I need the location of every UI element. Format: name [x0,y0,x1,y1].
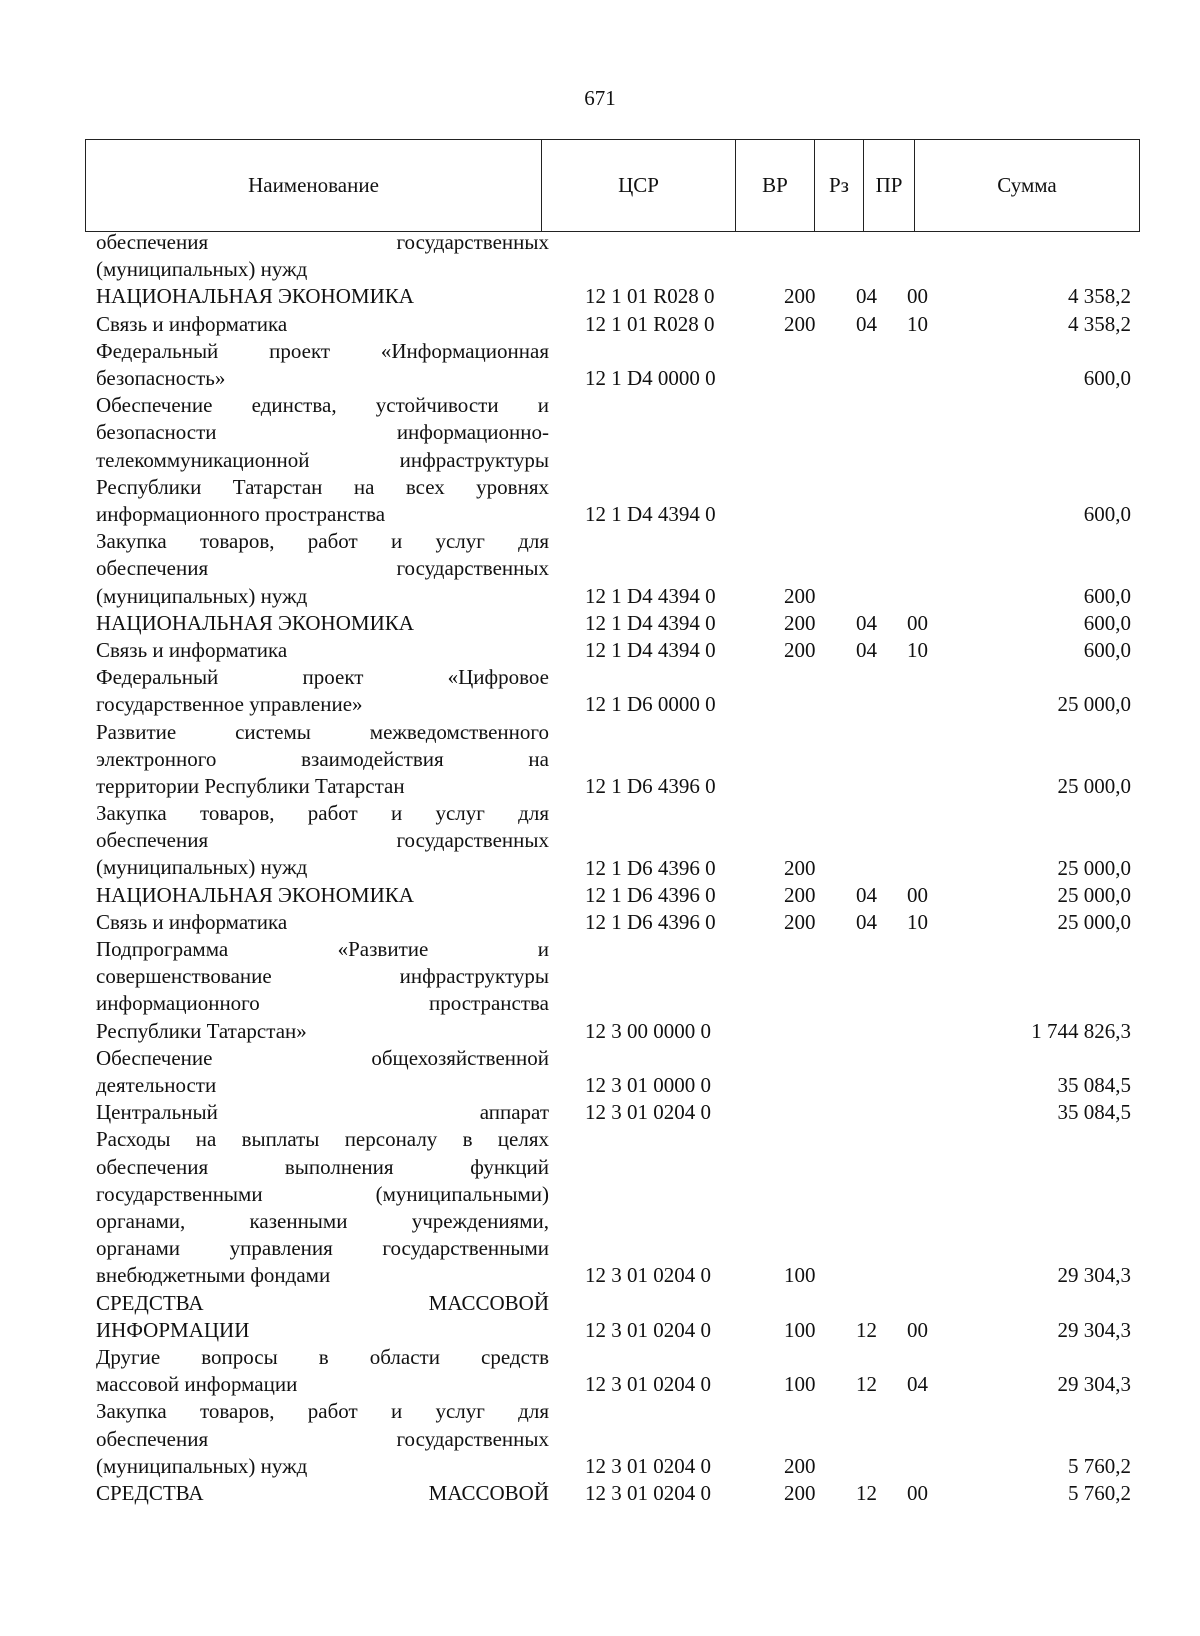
row-rz: 12 [856,1317,877,1342]
row-sum: 1 744 826,3 [1031,1018,1131,1043]
row-name [96,528,549,610]
row-name-line: деятельности [96,1073,217,1098]
row-name-line: Другие вопросы в области средств [96,1345,549,1370]
row-name-line: органами управления государственными [96,1236,549,1261]
table-header [85,139,1140,232]
row-csr: 12 1 01 R028 0 [585,284,715,309]
row-name-line: Связь и информатика [96,909,288,934]
row-name-line: массовой информации [96,1372,298,1397]
row-name [96,1099,549,1126]
row-name-line: Закупка товаров, работ и услуг для [96,801,549,826]
row-pr: 10 [907,311,928,336]
table-row [0,800,1200,882]
row-name [96,283,549,310]
row-rz: 04 [856,882,877,907]
row-sum: 600,0 [1083,610,1131,635]
row-csr: 12 1 D6 0000 0 [585,692,716,717]
row-sum: 4 358,2 [1068,311,1131,336]
row-name [96,882,549,909]
row-name-line: Обеспечение общехозяйственной [96,1045,549,1070]
table-row [0,1290,1200,1344]
row-sum: 600,0 [1083,637,1131,662]
header-pr: ПР [863,140,914,231]
row-name [96,1045,549,1099]
row-rz: 12 [856,1372,877,1397]
row-vr: 200 [784,882,816,907]
table-row [0,338,1200,392]
row-csr: 12 3 01 0000 0 [585,1073,711,1098]
row-rz: 04 [856,284,877,309]
header-name: Наименование [248,173,379,197]
row-sum: 600,0 [1083,583,1131,608]
row-name-line: государственное управление» [96,692,363,717]
row-name-line: (муниципальных) нужд [96,855,308,880]
row-csr: 12 1 D6 4396 0 [585,909,716,934]
row-sum: 5 760,2 [1068,1481,1131,1506]
row-pr: 10 [907,637,928,662]
row-rz: 12 [856,1481,877,1506]
row-sum: 35 084,5 [1057,1073,1131,1098]
row-name-line: обеспечения государственных [96,230,549,254]
table-row [0,1126,1200,1289]
table-row [0,664,1200,718]
row-vr: 100 [784,1263,816,1288]
page-number: 671 [584,86,616,110]
row-vr: 200 [784,610,816,635]
row-pr: 04 [907,1372,928,1397]
row-csr: 12 3 01 0204 0 [585,1481,711,1506]
row-name-line: Связь и информатика [96,637,288,662]
row-name-line: Подпрограмма «Развитие и [96,937,549,962]
row-sum: 600,0 [1083,365,1131,390]
row-csr: 12 1 D4 4394 0 [585,501,716,526]
row-name-line: безопасности информационно- [96,420,549,445]
row-sum: 25 000,0 [1057,692,1131,717]
row-vr: 200 [784,284,816,309]
row-rz: 04 [856,311,877,336]
row-csr: 12 1 01 R028 0 [585,311,715,336]
row-name-line: НАЦИОНАЛЬНАЯ ЭКОНОМИКА [96,610,414,635]
row-name-line: электронного взаимодействия на [96,746,549,771]
row-name-line: СРЕДСТВА МАССОВОЙ [96,1481,549,1506]
row-name [96,719,549,801]
row-name [96,392,549,528]
row-sum: 25 000,0 [1057,882,1131,907]
table-row [0,1344,1200,1398]
row-pr: 00 [907,1317,928,1342]
row-name [96,1480,549,1507]
row-name-line: Федеральный проект «Информационная [96,338,549,363]
row-name-line: Расходы на выплаты персоналу в целях [96,1127,549,1152]
row-pr: 00 [907,1481,928,1506]
table-row [0,719,1200,801]
table-row [0,637,1200,664]
row-name [96,311,549,338]
row-vr: 200 [784,855,816,880]
row-name [96,1344,549,1398]
row-name-line: обеспечения государственных [96,828,549,853]
row-name-line: (муниципальных) нужд [96,257,308,282]
row-name-line: ИНФОРМАЦИИ [96,1317,250,1342]
row-rz: 04 [856,909,877,934]
row-csr: 12 1 D4 4394 0 [585,610,716,635]
row-pr: 00 [907,284,928,309]
row-pr: 00 [907,882,928,907]
table-row [0,311,1200,338]
row-name [96,1398,549,1480]
table-row [0,392,1200,528]
table-row [0,936,1200,1045]
row-vr: 200 [784,637,816,662]
row-name-line: государственными (муниципальными) [96,1181,549,1206]
row-sum: 25 000,0 [1057,855,1131,880]
row-sum: 29 304,3 [1057,1372,1131,1397]
table-row [0,229,1200,283]
row-vr: 100 [784,1372,816,1397]
row-name-line: Развитие системы межведомственного [96,719,549,744]
row-name [96,800,549,882]
row-csr: 12 3 01 0204 0 [585,1263,711,1288]
row-vr: 200 [784,1481,816,1506]
row-csr: 12 1 D4 4394 0 [585,637,716,662]
row-csr: 12 3 01 0204 0 [585,1453,711,1478]
row-name-line: НАЦИОНАЛЬНАЯ ЭКОНОМИКА [96,882,414,907]
row-name-line: Республики Татарстан на всех уровнях [96,474,549,499]
row-csr: 12 1 D6 4396 0 [585,773,716,798]
row-name-line: (муниципальных) нужд [96,1453,308,1478]
row-name [96,909,549,936]
row-csr: 12 3 01 0204 0 [585,1317,711,1342]
header-sum: Сумма [914,140,1139,231]
table-row [0,528,1200,610]
row-name-line: телекоммуникационной инфраструктуры [96,447,549,472]
row-name-line: Закупка товаров, работ и услуг для [96,529,549,554]
row-csr: 12 1 D6 4396 0 [585,855,716,880]
row-name-line: безопасность» [96,365,226,390]
row-name [96,936,549,1045]
row-sum: 29 304,3 [1057,1263,1131,1288]
row-name-line: Федеральный проект «Цифровое [96,665,549,690]
row-csr: 12 3 00 0000 0 [585,1018,711,1043]
row-rz: 04 [856,610,877,635]
row-name-line: Обеспечение единства, устойчивости и [96,393,549,418]
row-name-line: СРЕДСТВА МАССОВОЙ [96,1290,549,1315]
row-sum: 4 358,2 [1068,284,1131,309]
row-sum: 5 760,2 [1068,1453,1131,1478]
row-name-line: Закупка товаров, работ и услуг для [96,1399,549,1424]
table-row [0,1045,1200,1099]
row-name-line: территории Республики Татарстан [96,773,405,798]
row-name-line: НАЦИОНАЛЬНАЯ ЭКОНОМИКА [96,284,414,309]
header-rz: Рз [814,140,863,231]
row-pr: 10 [907,909,928,934]
table-row [0,1398,1200,1480]
row-name [96,338,549,392]
row-name-line: совершенствование инфраструктуры [96,964,549,989]
header-vr: ВР [735,140,814,231]
table-row [0,909,1200,936]
row-name [96,1290,549,1344]
row-csr: 12 1 D4 0000 0 [585,365,716,390]
row-name-line: Республики Татарстан» [96,1018,307,1043]
row-name-line: внебюджетными фондами [96,1263,331,1288]
row-sum: 35 084,5 [1057,1100,1131,1125]
row-name-line: информационного пространства [96,991,549,1016]
row-name-line: Центральный аппарат [96,1100,549,1125]
row-name [96,1126,549,1289]
row-csr: 12 1 D4 4394 0 [585,583,716,608]
table-row [0,610,1200,637]
row-sum: 600,0 [1083,501,1131,526]
row-name-line: информационного пространства [96,501,386,526]
row-name-line: обеспечения выполнения функций [96,1154,549,1179]
row-name [96,664,549,718]
row-sum: 25 000,0 [1057,909,1131,934]
row-name-line: Связь и информатика [96,311,288,336]
row-name-line: органами, казенными учреждениями, [96,1209,549,1234]
row-sum: 29 304,3 [1057,1317,1131,1342]
row-vr: 100 [784,1317,816,1342]
table-row [0,882,1200,909]
row-csr: 12 3 01 0204 0 [585,1100,711,1125]
table-row [0,1480,1200,1507]
row-vr: 200 [784,909,816,934]
table-row [0,1099,1200,1126]
row-name [96,637,549,664]
row-name-line: обеспечения государственных [96,1426,549,1451]
row-sum: 25 000,0 [1057,773,1131,798]
table-row [0,283,1200,310]
row-csr: 12 3 01 0204 0 [585,1372,711,1397]
row-name-line: (муниципальных) нужд [96,583,308,608]
table-body [0,229,1200,1507]
row-pr: 00 [907,610,928,635]
row-csr: 12 1 D6 4396 0 [585,882,716,907]
row-vr: 200 [784,1453,816,1478]
row-rz: 04 [856,637,877,662]
row-vr: 200 [784,583,816,608]
header-csr: ЦСР [541,140,735,231]
row-name [96,229,549,283]
row-vr: 200 [784,311,816,336]
row-name [96,610,549,637]
row-name-line: обеспечения государственных [96,556,549,581]
